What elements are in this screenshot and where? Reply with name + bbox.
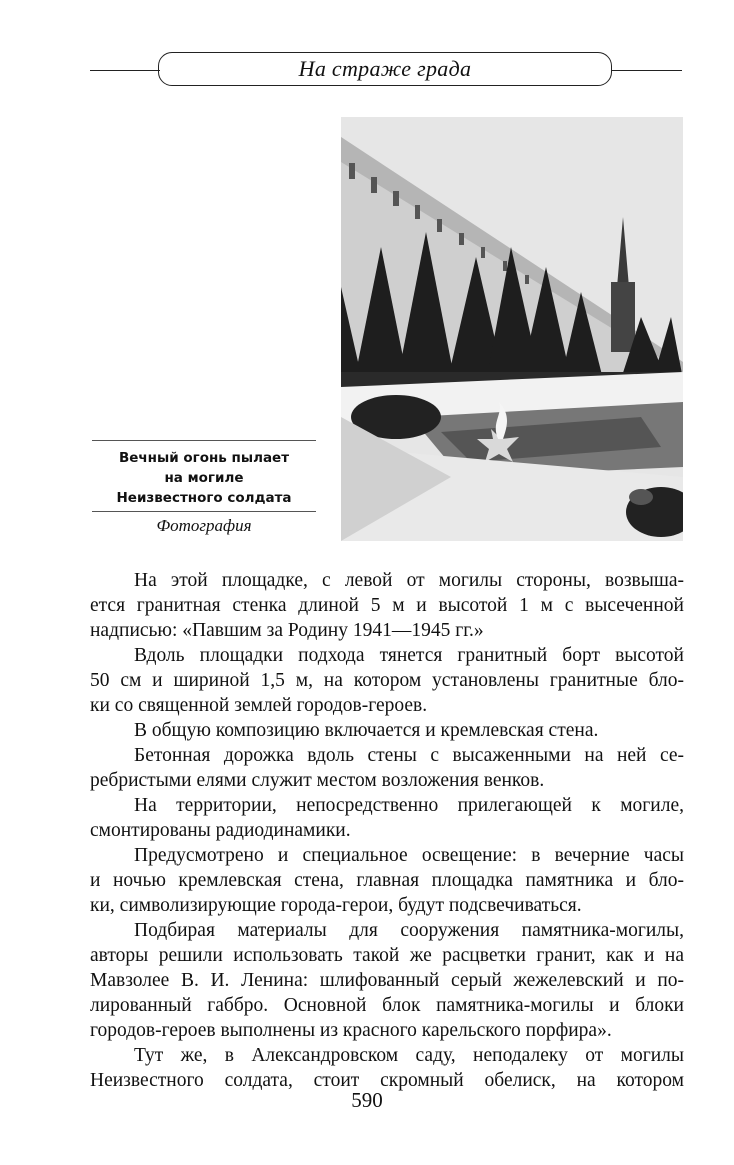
text-line: 50 см и шириной 1,5 м, на котором установлены гранитные бло- bbox=[90, 670, 684, 691]
text-line: надписью: «Павшим за Родину 1941—1945 гг.» bbox=[90, 620, 484, 641]
text-line: и ночью кремлевская стена, главная площадка памятника и бло- bbox=[90, 870, 684, 891]
caption-line-1: Вечный огонь пылает bbox=[118, 450, 290, 466]
text-line: ки со священной землей городов-героев. bbox=[90, 695, 428, 716]
caption-rule-top bbox=[92, 440, 316, 441]
text-line: ребристыми елями служит местом возложения венков. bbox=[90, 770, 545, 791]
text-line: Тут же, в Александровском саду, неподалеку от могилы bbox=[134, 1045, 684, 1066]
page-number: 590 bbox=[351, 1088, 383, 1112]
text-line: Подбирая материалы для сооружения памятника-могилы, bbox=[134, 920, 684, 941]
caption-rule-bottom bbox=[92, 511, 316, 512]
text-line: На этой площадке, с левой от могилы стороны, возвыша- bbox=[134, 570, 684, 591]
photo-caption bbox=[92, 448, 316, 508]
text-line: смонтированы радиодинамики. bbox=[90, 820, 351, 841]
header-rule-left bbox=[90, 70, 160, 71]
text-line: Неизвестного солдата, стоит скромный обелиск, на котором bbox=[90, 1070, 684, 1091]
running-header-title: На страже града bbox=[298, 56, 472, 81]
text-line: Бетонная дорожка вдоль стены с высаженными на ней се- bbox=[134, 745, 684, 766]
text-line: городов-героев выполнены из красного карельского порфира». bbox=[90, 1020, 612, 1041]
text-line: Предусмотрено и специальное освещение: в вечерние часы bbox=[134, 845, 684, 866]
header-rule-right bbox=[612, 70, 682, 71]
caption-line-2: на могиле bbox=[164, 470, 244, 486]
text-line: Вдоль площадки подхода тянется гранитный борт высотой bbox=[134, 645, 684, 666]
text-line: На территории, непосредственно прилегающей к могиле, bbox=[134, 795, 684, 816]
caption-line-3: Неизвестного солдата bbox=[116, 490, 292, 506]
text-line: авторы решили использовать такой же расцветки гранит, как и на bbox=[90, 945, 684, 966]
body-text bbox=[90, 568, 684, 1093]
text-line: ки, символизирующие города-герои, будут подсвечиваться. bbox=[90, 895, 582, 916]
running-header bbox=[158, 52, 612, 86]
text-line: В общую композицию включается и кремлевская стена. bbox=[134, 720, 599, 741]
text-line: Мавзолее В. И. Ленина: шлифованный серый жежелевский и по- bbox=[90, 970, 684, 991]
eternal-flame-photo bbox=[341, 117, 683, 541]
text-line: ется гранитная стенка длиной 5 м и высотой 1 м с высеченной bbox=[90, 595, 684, 616]
photo-type-label: Фотография bbox=[156, 516, 252, 535]
text-line: лированный габбро. Основной блок памятника-могилы и блоки bbox=[90, 995, 684, 1016]
